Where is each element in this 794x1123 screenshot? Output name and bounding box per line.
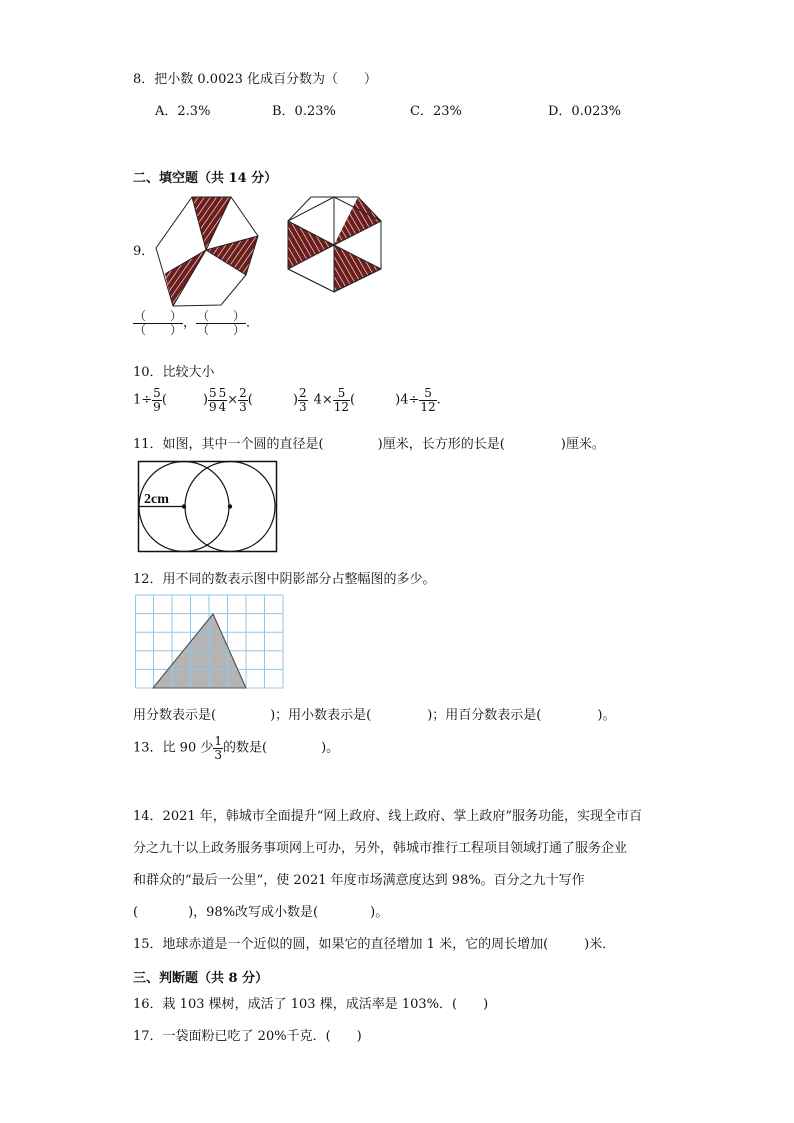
- q9-fraction-2[interactable]: [196, 310, 246, 336]
- q13-fraction-denominator: 3: [214, 747, 222, 762]
- hexagon-figure: [286, 194, 384, 294]
- q9-end: ．: [246, 315, 260, 331]
- q13-text: 的数是(: [223, 740, 268, 756]
- q9-separator: ，: [183, 315, 197, 331]
- question-10-title: 10．比较大小: [133, 365, 215, 380]
- q10-fraction-5-4: [218, 387, 228, 413]
- q10-fraction-5-9b: [208, 387, 218, 413]
- q15-end: )米．: [584, 937, 616, 952]
- q10-fraction-5-9b-denominator: 9: [208, 399, 217, 414]
- q15-text: 15．地球赤道是一个近似的圆，如果它的直径增加 1 米，它的周长增加(: [133, 937, 549, 952]
- q13-fraction-1-3: [213, 735, 223, 761]
- q10-fraction-5-9: [152, 387, 162, 413]
- q11-text-c: )厘米。: [560, 437, 605, 452]
- question-16-text: 16．栽 103 棵树，成活了 103 棵，成活率是 103%．( ): [133, 997, 489, 1012]
- q14-line-1: 14．2021 年，韩城市全面提升“网上政府、线上政府、掌上政府”服务功能，实现全市百: [133, 809, 643, 824]
- question-8-stem: 8．把小数 0.0023 化成百分数为（ ）: [133, 72, 378, 87]
- grid-triangle-figure: [135, 594, 285, 690]
- q9-answer-row: [133, 310, 259, 336]
- q10-blank-3-open[interactable]: (: [350, 392, 356, 408]
- q10-fraction-2-3-numerator: 2: [239, 386, 247, 400]
- q10-fraction-5-9-numerator: 5: [153, 386, 161, 400]
- heptagon-figure: [148, 190, 266, 312]
- question-17-text: 17．一袋面粉已吃了 20%千克．( ): [133, 1029, 362, 1044]
- q10-fraction-5-9-denominator: 9: [153, 399, 161, 414]
- section-3-title: 三、判断题（共 8 分）: [133, 971, 269, 986]
- section-2-title: 二、填空题（共 14 分）: [133, 171, 278, 186]
- q11-text-b: )厘米，长方形的长是(: [377, 437, 505, 452]
- q10-blank-2-close[interactable]: ): [292, 392, 298, 408]
- q14-text-a: (: [133, 905, 139, 920]
- q14-text-b: )，98%改写成小数是(: [188, 905, 319, 920]
- question-15-row: [133, 933, 615, 952]
- q8-option-a[interactable]: A．2.3%: [155, 104, 211, 119]
- q10-blank-1-close[interactable]: ): [202, 392, 208, 408]
- radius-label: 2cm: [144, 492, 169, 507]
- q10-expr3-prefix: 4×: [313, 392, 333, 408]
- two-circles-rectangle-figure: [137, 460, 279, 554]
- q10-fraction-2-3b: [298, 387, 308, 413]
- q10-fraction-2-3-denominator: 3: [239, 399, 247, 414]
- q10-end: .: [436, 392, 441, 408]
- q10-fraction-2-3: [238, 387, 248, 413]
- q10-expr1-prefix: 1÷: [133, 392, 153, 408]
- q11-text-a: 11．如图，其中一个圆的直径是(: [133, 437, 324, 452]
- q13-end: )。: [321, 740, 340, 756]
- q10-fraction-2-3b-denominator: 3: [298, 399, 307, 414]
- q10-fraction-5-12: [333, 387, 350, 413]
- q9-fraction-1-bottom[interactable]: （ ）: [134, 322, 183, 337]
- q14-line-4: [133, 901, 388, 920]
- q8-option-c[interactable]: C．23%: [410, 104, 462, 119]
- q10-fraction-5-12b: [419, 387, 436, 413]
- q9-fraction-2-bottom[interactable]: （ ）: [197, 322, 246, 337]
- question-11-text: [133, 433, 605, 452]
- question-9-number: 9．: [133, 244, 155, 259]
- q13-prefix: 13．比 90 少: [133, 740, 214, 756]
- q10-fraction-5-12b-numerator: 5: [419, 387, 436, 401]
- q8-option-d[interactable]: D．0.023%: [548, 104, 621, 119]
- q12-text-percent: )；用百分数表示是(: [427, 708, 542, 723]
- q9-fraction-1-top[interactable]: （ ）: [134, 309, 183, 323]
- q9-fraction-2-top[interactable]: （ ）: [197, 309, 246, 323]
- q10-blank-1-open[interactable]: (: [161, 392, 167, 408]
- heptagon-shaded-sectors: [165, 197, 258, 306]
- q10-fraction-2-3b-numerator: 2: [298, 386, 307, 400]
- question-12-text: 12．用不同的数表示图中阴影部分占整幅图的多少。: [133, 572, 436, 587]
- q10-times: ×: [227, 392, 239, 408]
- q14-line-3: 和群众的“最后一公里”，使 2021 年度市场满意度达到 98%。百分之九十写作: [133, 873, 585, 888]
- q10-fraction-5-12-numerator: 5: [333, 387, 350, 401]
- q12-text-decimal: )；用小数表示是(: [270, 708, 372, 723]
- q10-fraction-5-12b-denominator: 12: [420, 399, 436, 414]
- question-13-row: [133, 735, 339, 761]
- q10-blank-2-open[interactable]: (: [247, 392, 253, 408]
- q10-expr4-prefix: 4÷: [400, 392, 420, 408]
- q10-fraction-5-12-denominator: 12: [333, 399, 350, 414]
- q12-text-end: )。: [597, 708, 616, 723]
- q10-fraction-5-4-numerator: 5: [218, 386, 227, 400]
- q14-text-c: )。: [370, 905, 389, 920]
- q10-blank-3-close[interactable]: ): [395, 392, 401, 408]
- q12-answer-row: [133, 704, 615, 723]
- q8-option-b[interactable]: B．0.23%: [272, 104, 336, 119]
- q14-line-2: 分之九十以上政务服务事项网上可办，另外，韩城市推行工程项目领域打通了服务企业: [133, 841, 628, 856]
- q10-fraction-5-9b-numerator: 5: [208, 386, 217, 400]
- q13-fraction-numerator: 1: [214, 734, 222, 748]
- q10-fraction-5-4-denominator: 4: [218, 399, 227, 414]
- q10-expression-row: [133, 387, 441, 413]
- q12-text-fraction: 用分数表示是(: [133, 708, 217, 723]
- q9-fraction-1[interactable]: [133, 310, 183, 336]
